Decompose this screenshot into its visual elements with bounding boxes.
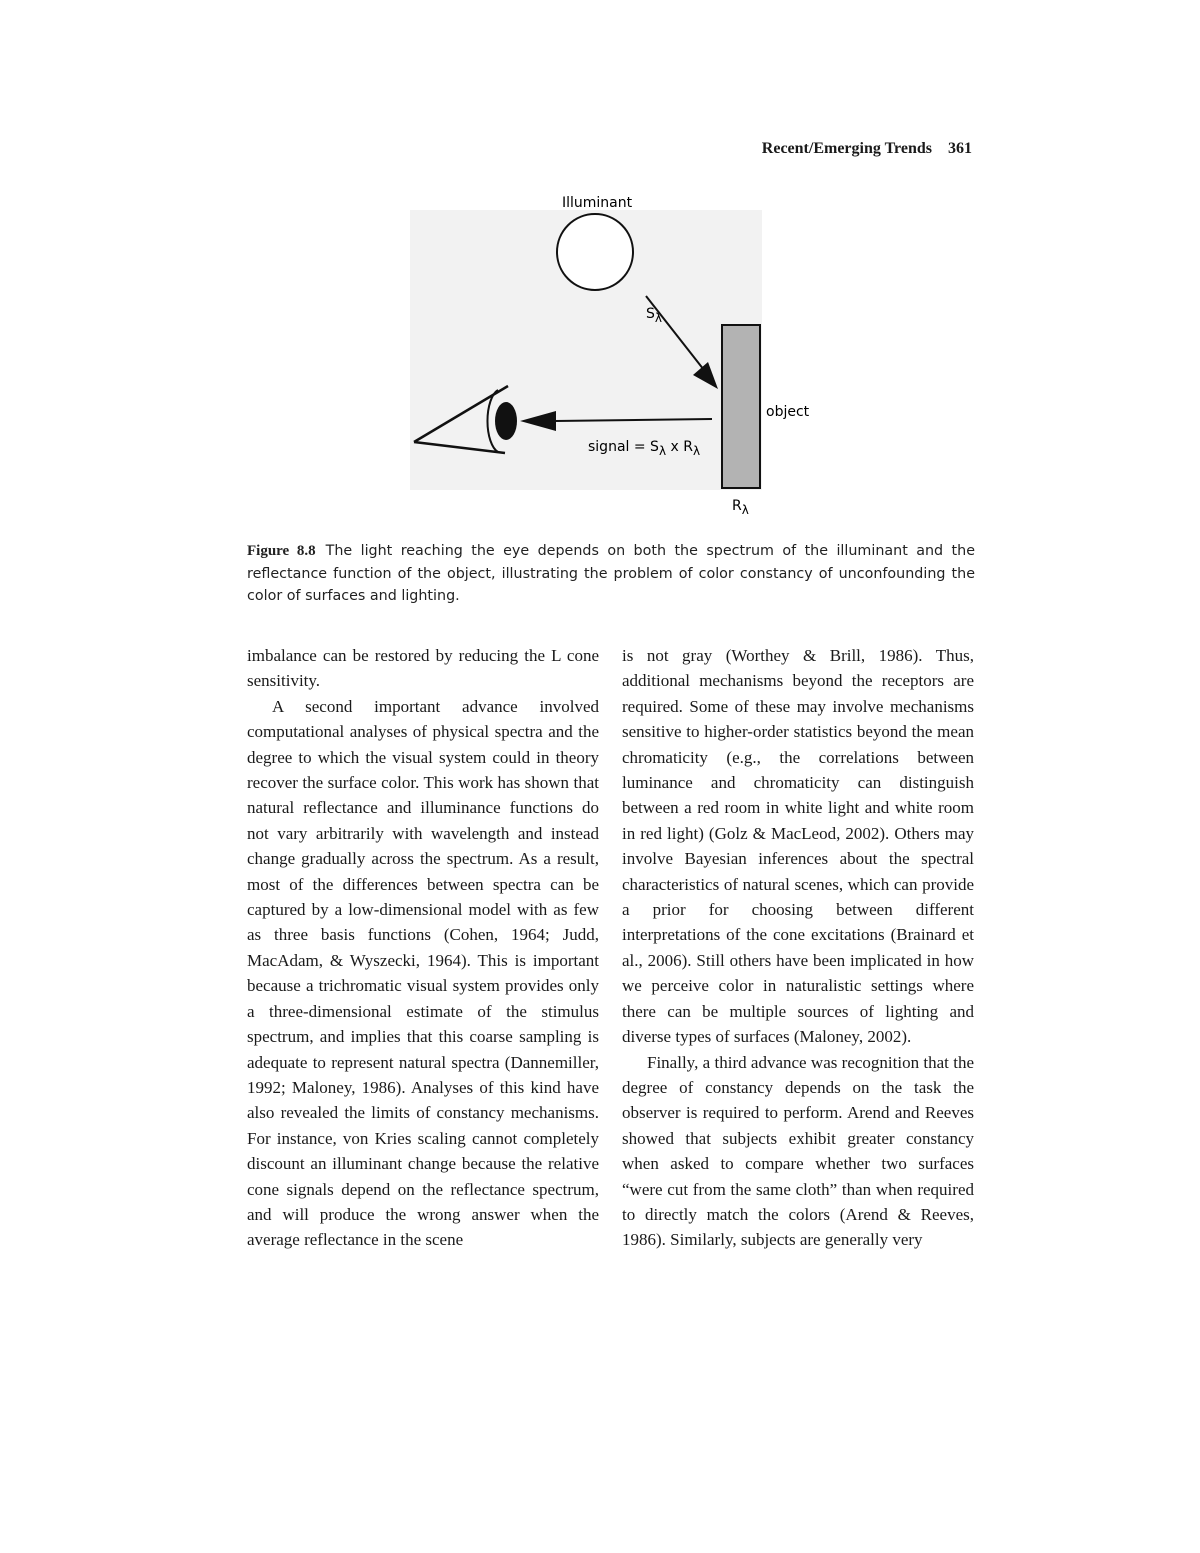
running-header [762,140,972,158]
paragraph: imbalance can be restored by reducing the L cone sensitivity. [247,646,599,691]
figure-caption [247,540,975,608]
paragraph: A second important advance involved computational analyses of physical spectra and the degree to which the visual system could in theory recover the surface color. This work has shown that natural reflectance and illuminance functions do not vary arbitrarily with wavelength and instead change gradually across the spectrum. As a result, most of the differences between spectra can be captured by a low-dimensional model with as few as three basis functions (Cohen, 1964; Judd, MacAdam, & Wyszecki, 1964). This is important because a trichromatic visual system provides only a three-dimensional estimate of the stimulus spectrum, and implies that this coarse sampling is adequate to represent natural spectra (Dannemiller, 1992; Maloney, 1986). Analyses of this kind have also revealed the limits of constancy mechanisms. For instance, von Kries scaling cannot completely discount an illuminant change because the relative cone signals depend on the reflectance spectrum, and will produce the wrong answer when the average reflectance in the scene [247,696,599,1250]
page-number: 361 [948,140,972,157]
r-label: R [732,498,742,514]
caption-text: The light reaching the eye depends on both the spectrum of the illuminant and the reflectance function of the object, illustrating the problem of color constancy of unconfounding the color of surfaces and lighting. [247,543,976,604]
body-column-right [622,643,974,1253]
figure-label: Figure 8.8 [247,543,316,559]
paragraph: is not gray (Worthey & Brill, 1986). Thus, additional mechanisms beyond the receptors are required. Some of these may involve mechanisms sensitive to higher-order statistics beyond the mean chromaticity (e.g., the correlations between luminance and chromaticity can distinguish between a red room in white light and white room in red light) (Golz & MacLeod, 2002). Others may involve Bayesian inferences about the spectral characteristics of natural scenes, which can provide a prior for choosing between different interpretations of the cone excitations (Brainard et al., 2006). Still others have been implicated in how we perceive color in naturalistic settings where there can be multiple sources of lighting and diverse types of surfaces (Maloney, 2002). [622,646,974,1047]
diagram-svg [410,190,810,515]
signal-r-subscript: λ [692,444,701,458]
signal-label: signal = S [588,439,659,455]
r-lambda-subscript: λ [741,503,749,515]
object-label: object [766,404,810,420]
running-title: Recent/Emerging Trends [761,140,932,157]
s-label: S [646,306,655,322]
s-lambda-subscript: λ [654,311,662,325]
signal-s-subscript: λ [658,444,667,458]
figure-illuminant-diagram [410,190,810,515]
r-lambda-label [732,498,749,515]
object-surface [722,325,760,488]
illuminant-circle [557,214,633,290]
body-column-left [247,643,599,1253]
illuminant-label: Illuminant [562,195,633,211]
signal-times-r: x R [666,439,693,455]
paragraph: Finally, a third advance was recognition that the degree of constancy depends on the task the observer is required to perform. Arend and Reeves showed that subjects exhibit greater constancy when asked to compare whether two surfaces “were cut from the same cloth” than when required to directly match the colors (Arend & Reeves, 1986). Similarly, subjects are generally very [622,1052,974,1250]
